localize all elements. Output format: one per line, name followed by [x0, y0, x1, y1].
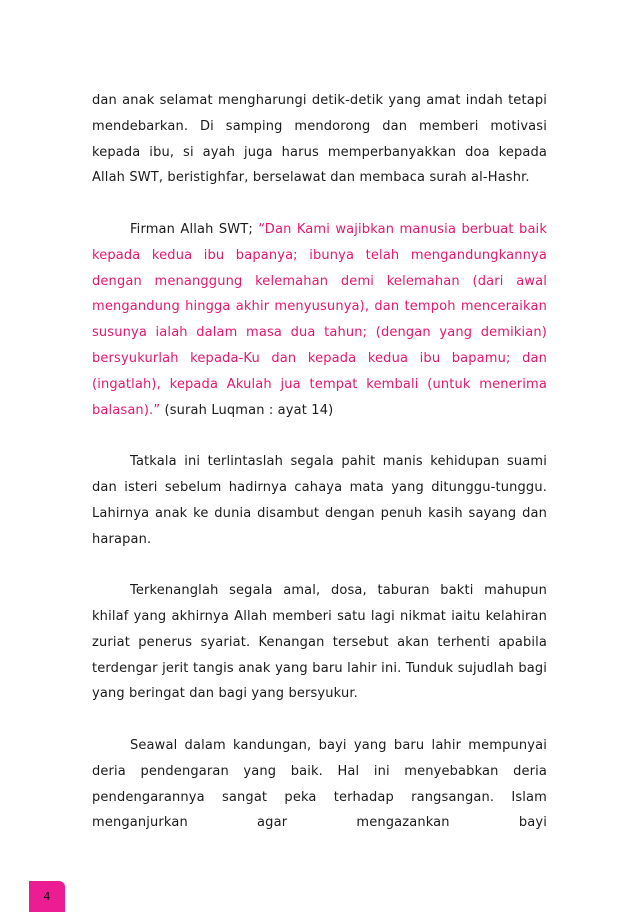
paragraph-3: Tatkala ini terlintaslah segala pahit manis kehidupan suami dan isteri sebelum hadirnya cahaya mata yang ditunggu-tunggu. Lahirnya anak ke dunia disambut dengan penuh kasih sayang dan harapan.	[92, 454, 547, 547]
paragraph-5: Seawal dalam kandungan, bayi yang baru lahir mempunyai deria pendengaran yang baik. Hal ini menyebabkan deria pendengarannya sangat peka terhadap rangsangan. Islam menganjurkan agar mengazankan bayi	[92, 737, 547, 831]
paragraph-quran-verse	[92, 217, 547, 423]
paragraph-4: Terkenanglah segala amal, dosa, taburan bakti mahupun khilaf yang akhirnya Allah memberi satu lagi nikmat iaitu kelahiran zuriat penerus syariat. Kenangan tersebut akan terhenti apabila terdengar jerit tangis anak yang baru lahir ini. Tunduk sujudlah bagi yang beringat dan bagi yang bersyukur.	[92, 583, 547, 702]
page-number-tab	[29, 881, 65, 912]
verse-intro: Firman Allah SWT;	[130, 221, 259, 237]
paragraph-1: dan anak selamat mengharungi detik-detik yang amat indah tetapi mendebarkan. Di samping mendorong dan memberi motivasi kepada ibu, si ayah juga harus memperbanyakkan doa kepada Allah SWT, beristighfar, berselawat dan membaca surah al-Hashr.	[92, 93, 547, 186]
page-body	[92, 88, 547, 836]
page-number: 4	[43, 890, 51, 903]
verse-quote: “Dan Kami wajibkan manusia berbuat baik kepada kedua ibu bapanya; ibunya telah mengandungkannya dengan menanggung kelemahan demi kelemahan (dari awal mengandung hingga akhir menyusunya), dan tempoh menceraikan susunya ialah dalam masa dua tahun; (dengan yang demikian) bersyukurlah kepada-Ku dan kepada kedua ibu bapamu; dan (ingatlah), kepada Akulah jua tempat kembali (untuk menerima balasan).”	[92, 221, 547, 418]
verse-citation: (surah Luqman : ayat 14)	[160, 402, 334, 418]
